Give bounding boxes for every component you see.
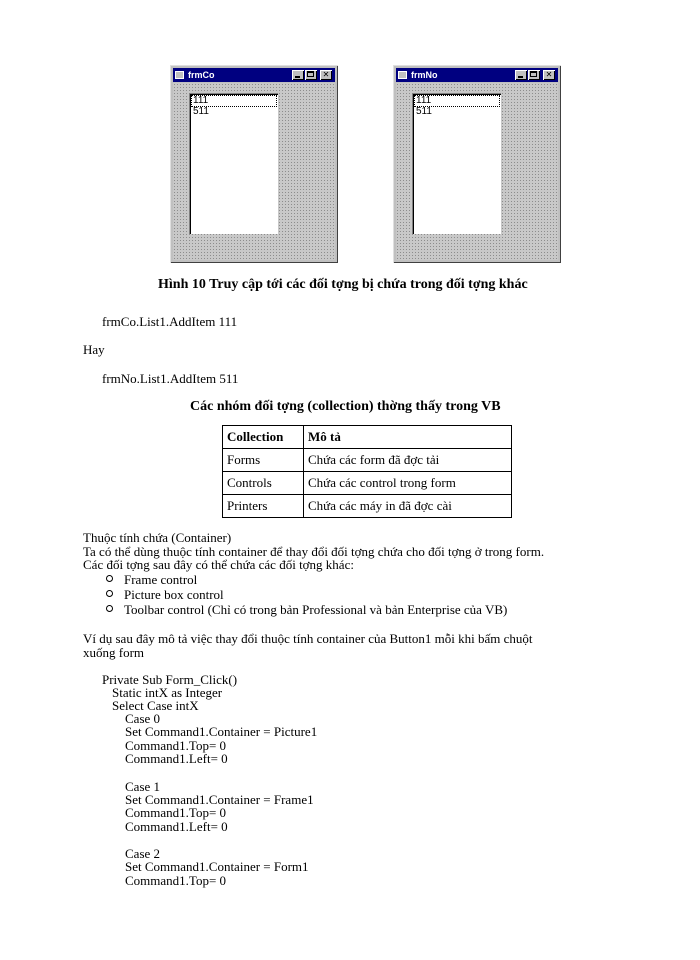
title-bar — [173, 68, 335, 82]
list-item[interactable]: 511 — [416, 106, 432, 117]
form-client-area — [396, 83, 558, 260]
code-line: Command1.Top= 0 — [125, 738, 227, 753]
code-line: Private Sub Form_Click() — [102, 672, 238, 687]
list-item[interactable]: 111 — [192, 96, 276, 106]
bullet-icon — [106, 605, 113, 612]
code-line: Select Case intX — [112, 698, 199, 713]
code-line: Set Command1.Container = Frame1 — [125, 792, 314, 807]
bullet-icon — [106, 590, 113, 597]
collections-table — [222, 425, 512, 518]
maximize-icon[interactable] — [528, 70, 540, 80]
header-description: Mô tả — [304, 426, 512, 449]
minimize-icon[interactable] — [515, 70, 527, 80]
example-description-1: Ví dụ sau đây mô tả việc thay đổi thuộc tính container của Button1 mỗi khi bấm chuột — [83, 631, 533, 646]
list1-listbox[interactable] — [412, 93, 501, 234]
maximize-icon[interactable] — [305, 70, 317, 80]
code-line: Static intX as Integer — [112, 685, 223, 700]
cell-description: Chứa các form đã đợc tải — [304, 449, 512, 472]
list-item[interactable]: 511 — [193, 106, 209, 117]
code-example-2: frmNo.List1.AddItem 511 — [102, 371, 239, 386]
cell-collection: Forms — [223, 449, 304, 472]
form-window-frmco — [170, 65, 338, 263]
bullet-item: Toolbar control (Chỉ có trong bản Professional và bản Enterprise của VB) — [124, 602, 508, 617]
cell-description: Chứa các control trong form — [304, 472, 512, 495]
code-line: Command1.Left= 0 — [125, 819, 228, 834]
cell-description: Chứa các máy in đã đợc cài — [304, 495, 512, 518]
bullet-item: Frame control — [124, 572, 198, 587]
header-collection: Collection — [223, 426, 304, 449]
form-window-frmno — [393, 65, 561, 263]
form-icon — [398, 71, 407, 79]
container-heading: Thuộc tính chứa (Container) — [83, 530, 232, 545]
bullet-item: Picture box control — [124, 587, 224, 602]
code-line: Command1.Top= 0 — [125, 805, 227, 820]
figure-caption: Hình 10 Truy cập tới các đối tợng bị chứa trong đối tợng khác — [158, 277, 528, 292]
example-description-2: xuống form — [83, 645, 145, 660]
form-client-area — [173, 83, 335, 260]
close-icon[interactable]: ✕ — [543, 70, 555, 80]
code-line: Set Command1.Container = Form1 — [125, 859, 309, 874]
container-paragraph-2: Các đối tợng sau đây có thể chứa các đối tợng khác: — [83, 557, 354, 572]
or-text: Hay — [83, 342, 105, 357]
code-line: Command1.Top= 0 — [125, 873, 227, 888]
title-bar — [396, 68, 558, 82]
list-item[interactable]: 111 — [415, 96, 499, 106]
close-icon[interactable]: ✕ — [320, 70, 332, 80]
table-title: Các nhóm đối tợng (collection) thờng thấy trong VB — [190, 399, 501, 414]
bullet-icon — [106, 575, 113, 582]
container-paragraph-1: Ta có thể dùng thuộc tính container để thay đổi đối tợng chứa cho đối tợng ở trong form. — [83, 544, 545, 559]
code-example-1: frmCo.List1.AddItem 111 — [102, 314, 238, 329]
code-line: Command1.Left= 0 — [125, 751, 228, 766]
list1-listbox[interactable] — [189, 93, 278, 234]
code-line: Case 1 — [125, 779, 161, 794]
code-line: Set Command1.Container = Picture1 — [125, 724, 318, 739]
form-icon — [175, 71, 184, 79]
code-line: Case 2 — [125, 846, 161, 861]
table-row — [223, 449, 512, 472]
cell-collection: Printers — [223, 495, 304, 518]
table-row — [223, 495, 512, 518]
code-line: Case 0 — [125, 711, 161, 726]
cell-collection: Controls — [223, 472, 304, 495]
minimize-icon[interactable] — [292, 70, 304, 80]
table-row — [223, 472, 512, 495]
table-header-row — [223, 426, 512, 449]
window-title: frmNo — [411, 70, 438, 80]
window-title: frmCo — [188, 70, 215, 80]
